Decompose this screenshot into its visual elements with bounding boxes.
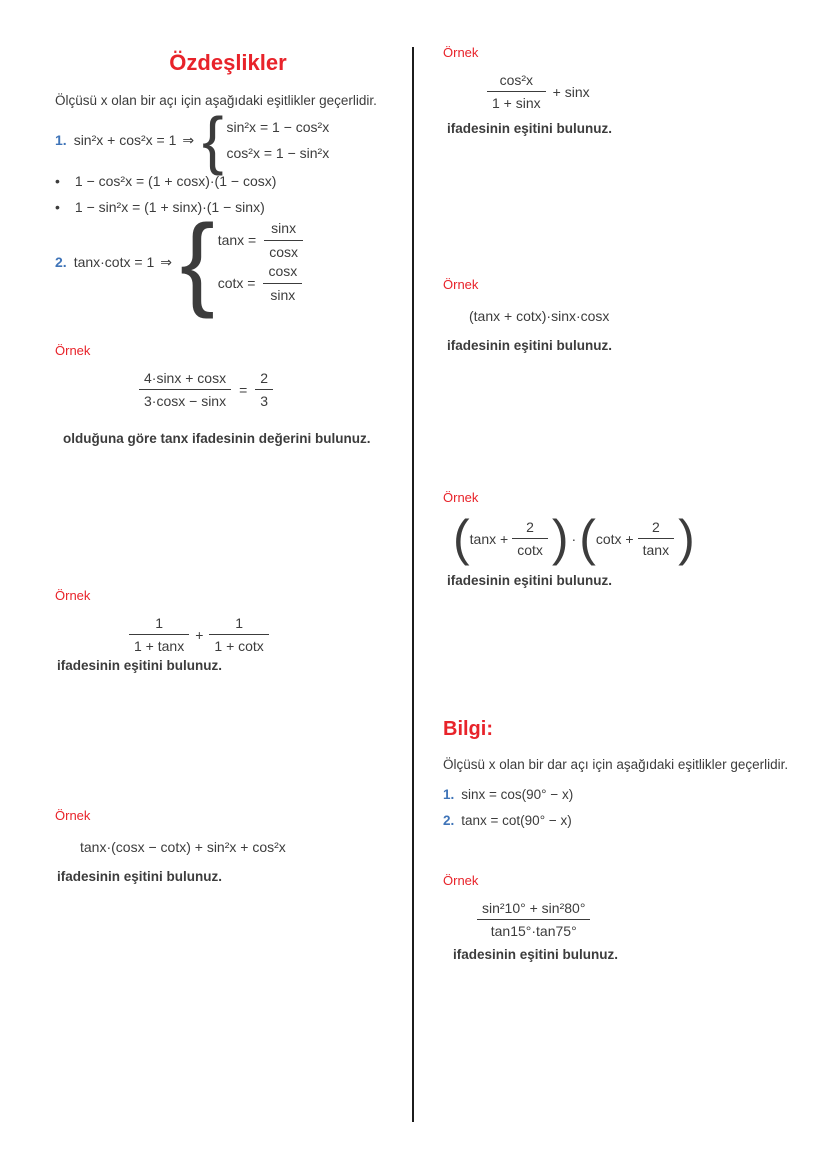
fraction (487, 72, 546, 111)
case-lead: cotx = (217, 274, 256, 291)
fraction (477, 900, 590, 939)
fraction-denominator: 3·cosx − sinx (144, 393, 227, 409)
example-prompt: ifadesinin eşitini bulunuz. (57, 869, 223, 884)
fraction-numerator: sin²10° + sin²80° (477, 900, 590, 920)
bullet-text: 1 − sin²x = (1 + sinx)·(1 − sinx) (74, 199, 265, 215)
bilgi-item (443, 808, 813, 834)
fraction-denominator: 1 + cotx (214, 638, 264, 654)
example-label: Örnek (443, 277, 479, 292)
fraction (264, 220, 303, 261)
example-formula (483, 72, 813, 111)
fraction-denominator: 1 + tanx (134, 638, 185, 654)
bilgi-item (443, 782, 813, 808)
bilgi-item-text: tanx = cot(90° − x) (461, 813, 572, 828)
bilgi-item-number: 1. (443, 787, 455, 802)
fraction (255, 370, 273, 409)
bilgi-item-number: 2. (443, 813, 455, 828)
equals-sign: = (239, 381, 248, 398)
fraction-numerator: sinx (264, 220, 303, 241)
fraction (209, 615, 268, 654)
column-divider (412, 47, 414, 1122)
identity-2-cases (218, 218, 307, 305)
fraction (129, 615, 189, 654)
fraction-numerator: 4·sinx + cosx (139, 370, 231, 390)
fraction (139, 370, 231, 409)
example-block (443, 277, 813, 353)
identity-1-number: 1. (55, 132, 67, 148)
left-brace: { (202, 104, 224, 176)
fraction-denominator: cosx (269, 244, 299, 261)
bilgi-block (443, 718, 813, 834)
fraction (512, 519, 548, 558)
example-formula: tanx·(cosx − cotx) + sin²x + cos²x (80, 839, 286, 855)
example-formula: (tanx + cotx)·sinx·cosx (469, 308, 610, 324)
example-prompt: olduğuna göre tanx ifadesinin değerini bulunuz. (63, 431, 371, 446)
fraction-denominator: 1 + sinx (492, 95, 541, 111)
example-label: Örnek (55, 588, 91, 603)
example-formula (135, 370, 411, 409)
example-prompt: ifadesinin eşitini bulunuz. (447, 338, 613, 353)
identity-2-body: tanx·cotx = 1 (73, 254, 155, 270)
bullet-icon: • (55, 199, 60, 215)
example-formula (125, 615, 411, 654)
left-brace: { (179, 204, 215, 320)
case-line: sin²x = 1 − cos²x (226, 119, 330, 135)
example-prompt: ifadesinin eşitini bulunuz. (447, 572, 613, 588)
case-line: cos²x = 1 − sin²x (226, 145, 330, 161)
example-block (55, 343, 411, 446)
example-block (443, 45, 813, 136)
case-lead: tanx = (217, 232, 257, 249)
left-intro-text: Ölçüsü x olan bir açı için aşağıdaki eşitlikler geçerlidir. (55, 93, 377, 108)
open-paren: ( (579, 510, 596, 566)
fraction-denominator: cotx (517, 542, 543, 559)
bullet-item (55, 168, 276, 194)
fraction-numerator: 2 (512, 519, 548, 539)
example-block (443, 490, 813, 588)
example-block (55, 808, 411, 884)
example-label: Örnek (55, 343, 91, 358)
example-block (443, 873, 813, 962)
example-prompt: ifadesinin eşitini bulunuz. (447, 121, 613, 136)
fraction-numerator: cosx (263, 263, 302, 284)
example-label: Örnek (55, 808, 91, 823)
example-prompt: ifadesinin eşitini bulunuz. (57, 658, 223, 673)
implies-arrow: ⇒ (182, 131, 195, 148)
fraction-denominator: sinx (270, 286, 296, 303)
paren-lead: tanx + (469, 530, 509, 547)
fraction-denominator: 3 (260, 393, 269, 409)
implies-arrow: ⇒ (160, 253, 172, 270)
fraction (263, 263, 302, 304)
fraction-denominator: tanx (642, 542, 670, 559)
example-block (55, 588, 411, 673)
multiply-dot: · (571, 530, 577, 547)
example-label: Örnek (443, 873, 479, 888)
close-paren: ) (551, 510, 569, 566)
bullet-icon: • (55, 173, 60, 189)
example-prompt: ifadesinin eşitini bulunuz. (453, 947, 619, 962)
example-label: Örnek (443, 45, 479, 60)
fraction-numerator: cos²x (487, 72, 546, 92)
page-title: Özdeşlikler (169, 50, 287, 75)
fraction-numerator: 2 (638, 519, 674, 539)
plus-sign: + (195, 626, 204, 643)
formula-tail: + sinx (552, 83, 590, 100)
close-paren: ) (678, 510, 695, 566)
bilgi-item-text: sinx = cos(90° − x) (461, 787, 574, 802)
identity-2-number: 2. (55, 254, 67, 270)
example-label: Örnek (443, 490, 479, 505)
identity-1 (55, 104, 330, 176)
fraction-numerator: 1 (209, 615, 268, 635)
fraction-numerator: 1 (129, 615, 189, 635)
fraction-numerator: 2 (255, 370, 273, 390)
example-formula (453, 510, 813, 566)
case-line (218, 263, 307, 304)
example-formula (473, 900, 813, 939)
bilgi-intro: Ölçüsü x olan bir dar açı için aşağıdaki eşitlikler geçerlidir. (443, 757, 789, 772)
fraction-denominator: tan15°·tan75° (490, 923, 577, 939)
bullet-text: 1 − cos²x = (1 + cosx)·(1 − cosx) (74, 173, 277, 189)
identity-1-body: sin²x + cos²x = 1 (73, 132, 177, 148)
identity-1-cases (227, 114, 330, 166)
paren-lead: cotx + (595, 530, 634, 547)
bilgi-title: Bilgi: (443, 718, 493, 740)
case-line (218, 220, 307, 261)
fraction (638, 519, 674, 558)
open-paren: ( (453, 510, 470, 566)
